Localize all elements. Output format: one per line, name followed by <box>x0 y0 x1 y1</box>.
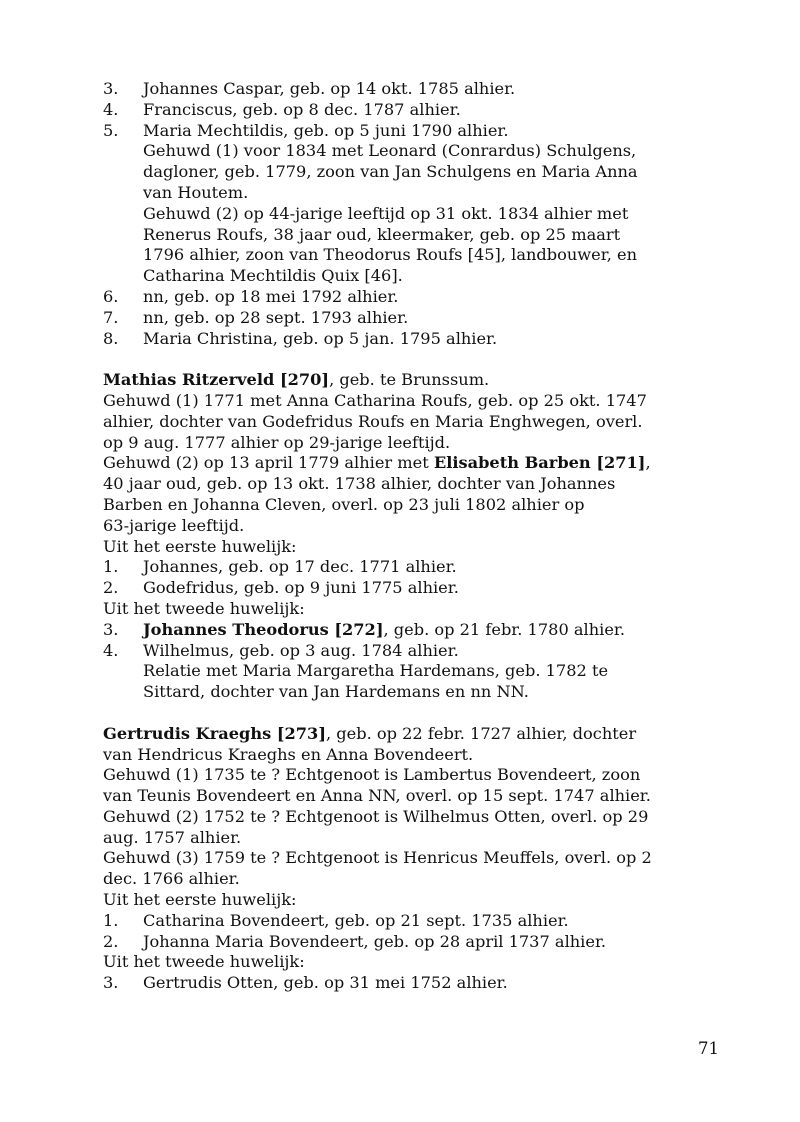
item-text: Gehuwd (2) op 44-jarige leeftijd op 31 okt. 1834 alhier met <box>143 203 629 223</box>
list-item <box>103 308 723 329</box>
paragraph-line: Gehuwd (1) 1771 met Anna Catharina Roufs, geb. op 25 okt. 1747 <box>103 390 647 410</box>
item-text: Sittard, dochter van Jan Hardemans en nn NN. <box>143 682 529 702</box>
item-number: 3. <box>103 79 119 98</box>
item-number: 3. <box>103 619 119 639</box>
person-name: Elisabeth Barben [271] <box>433 453 646 473</box>
item-text: Johannes, geb. op 17 dec. 1771 alhier. <box>143 557 457 577</box>
paragraph-line: Gehuwd (3) 1759 te ? Echtgenoot is Henricus Meuffels, overl. op 2 <box>103 848 652 868</box>
paragraph-line: alhier, dochter van Godefridus Roufs en Maria Enghwegen, overl. <box>103 411 643 431</box>
paragraph-text: Gehuwd (2) op 13 april 1779 alhier met <box>103 453 434 473</box>
item-text: Renerus Roufs, 38 jaar oud, kleermaker, geb. op 25 maart <box>143 224 621 244</box>
item-text: Franciscus, geb. op 8 dec. 1787 alhier. <box>143 99 461 119</box>
item-text: Catharina Mechtildis Quix [46]. <box>143 266 403 286</box>
paragraph-line: aug. 1757 alhier. <box>103 827 242 847</box>
entry-mathias-ritzerveld <box>103 370 723 703</box>
item-text: Gehuwd (1) voor 1834 met Leonard (Conrardus) Schulgens, <box>143 141 637 161</box>
marriage-label: Uit het tweede huwelijk: <box>103 952 305 972</box>
list-item <box>103 641 723 703</box>
item-number: 3. <box>103 973 119 993</box>
list-item <box>103 79 723 100</box>
paragraph-text: , <box>645 453 651 473</box>
children-list-continued <box>103 79 723 349</box>
list-item <box>103 578 723 599</box>
list-item <box>103 911 723 932</box>
item-text: dagloner, geb. 1779, zoon van Jan Schulgens en Maria Anna <box>143 162 638 182</box>
paragraph-line: dec. 1766 alhier. <box>103 869 240 889</box>
item-text: Wilhelmus, geb. op 3 aug. 1784 alhier. <box>143 640 459 660</box>
item-text: van Houtem. <box>143 182 249 202</box>
item-text: Johannes Caspar, geb. op 14 okt. 1785 alhier. <box>143 79 516 98</box>
item-number: 2. <box>103 578 119 598</box>
item-number: 6. <box>103 286 119 306</box>
paragraph-line: van Hendricus Kraeghs en Anna Bovendeert. <box>103 744 474 764</box>
marriage-label: Uit het eerste huwelijk: <box>103 890 297 910</box>
paragraph-line <box>103 453 723 474</box>
list-item <box>103 973 723 994</box>
person-name: Gertrudis Kraeghs [273] <box>103 723 326 743</box>
paragraph-line: 63-jarige leeftijd. <box>103 515 245 535</box>
item-number: 4. <box>103 99 119 119</box>
heading-text: , geb. op 22 febr. 1727 alhier, dochter <box>325 723 637 743</box>
item-text: Johanna Maria Bovendeert, geb. op 28 april 1737 alhier. <box>143 931 607 951</box>
person-name: Mathias Ritzerveld [270] <box>103 370 330 390</box>
item-number: 4. <box>103 640 119 660</box>
paragraph-line: Gehuwd (2) 1752 te ? Echtgenoot is Wilhelmus Otten, overl. op 29 <box>103 806 649 826</box>
marriage-label: Uit het tweede huwelijk: <box>103 598 305 618</box>
paragraph-line: 40 jaar oud, geb. op 13 okt. 1738 alhier, dochter van Johannes <box>103 474 616 494</box>
list-item <box>103 287 723 308</box>
paragraph-line: Gehuwd (1) 1735 te ? Echtgenoot is Lambertus Bovendeert, zoon <box>103 765 641 785</box>
list-item <box>103 121 723 287</box>
section-spacer <box>103 349 723 370</box>
item-number: 8. <box>103 328 119 348</box>
person-name: Johannes Theodorus [272] <box>143 619 384 639</box>
item-text: nn, geb. op 18 mei 1792 alhier. <box>143 286 399 306</box>
list-item <box>103 100 723 121</box>
list-item <box>103 620 723 641</box>
paragraph-line: Barben en Johanna Cleven, overl. op 23 juli 1802 alhier op <box>103 494 585 514</box>
marriage-label: Uit het eerste huwelijk: <box>103 536 297 556</box>
genealogy-page-text <box>103 79 723 994</box>
item-number: 7. <box>103 307 119 327</box>
item-text <box>143 620 625 641</box>
item-text: Maria Christina, geb. op 5 jan. 1795 alhier. <box>143 328 498 348</box>
list-item <box>103 557 723 578</box>
list-item <box>103 329 723 350</box>
item-text: 1796 alhier, zoon van Theodorus Roufs [45], landbouwer, en <box>143 245 637 265</box>
item-text-rest: , geb. op 21 febr. 1780 alhier. <box>383 619 626 639</box>
item-text: Catharina Bovendeert, geb. op 21 sept. 1735 alhier. <box>143 910 569 930</box>
item-number: 1. <box>103 910 119 930</box>
item-number: 2. <box>103 931 119 951</box>
item-text: Relatie met Maria Margaretha Hardemans, geb. 1782 te <box>143 661 609 681</box>
item-number: 5. <box>103 120 119 140</box>
item-text: Gertrudis Otten, geb. op 31 mei 1752 alhier. <box>143 973 508 993</box>
item-text: Godefridus, geb. op 9 juni 1775 alhier. <box>143 578 459 598</box>
entry-heading <box>103 724 723 745</box>
heading-text: , geb. te Brunssum. <box>329 370 490 390</box>
section-spacer <box>103 703 723 724</box>
item-number: 1. <box>103 557 119 577</box>
entry-heading <box>103 370 723 391</box>
page-number: 71 <box>698 1039 719 1058</box>
item-text: Maria Mechtildis, geb. op 5 juni 1790 alhier. <box>143 120 509 140</box>
paragraph-line: van Teunis Bovendeert en Anna NN, overl. op 15 sept. 1747 alhier. <box>103 786 651 806</box>
list-item <box>103 932 723 953</box>
item-text: nn, geb. op 28 sept. 1793 alhier. <box>143 307 409 327</box>
entry-gertrudis-kraeghs <box>103 724 723 994</box>
paragraph-line: op 9 aug. 1777 alhier op 29-jarige leeftijd. <box>103 432 451 452</box>
